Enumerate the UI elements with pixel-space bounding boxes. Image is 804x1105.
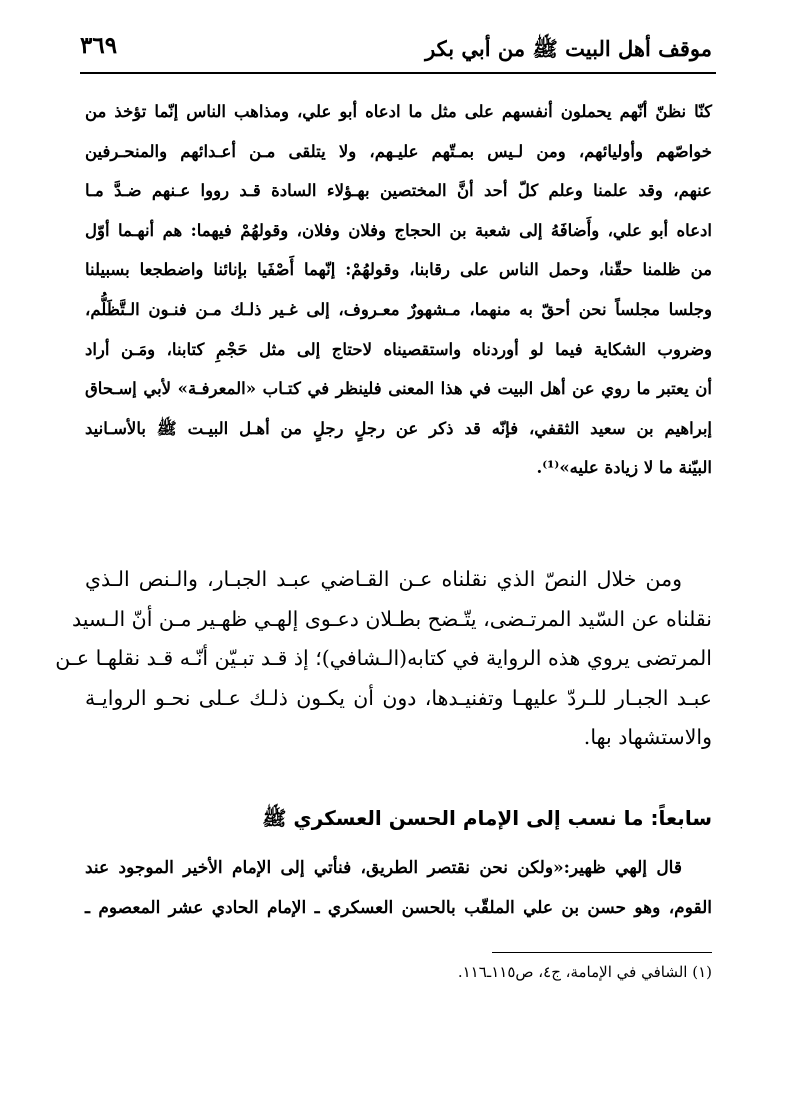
body-line: المرتضى يروي هذه الرواية في كتابه(الـشافي)؛ إذ قـد تبـيّن أنّـه قـد نقلهـا عـن — [55, 646, 712, 670]
body-line: ومن خلال النصّ الذي نقلناه عـن القـاضي عبـد الجبـار، والـنص الـذي — [85, 567, 682, 591]
section-paragraph — [85, 848, 712, 928]
header-title: موقف أهل البيت ﷺ من أبي بكر — [425, 36, 712, 61]
body-line: عبـد الجبـار للـردّ عليهـا وتفنيـدها، دون أن يكـون ذلـك عـلى نحـو الروايـة — [85, 685, 712, 710]
running-header — [80, 30, 712, 70]
quote-line: وجلسا مجلساً نحن أحقّ به منهما، مـشهورٌ معـروف، إلى غـير ذلـك مـن فنـون الـتَّظَلُّم، — [85, 299, 712, 319]
quote-line: كنّا نظنّ أنّهم يحملون أنفسهم على مثل ما ادعاه أبو علي، ومذاهب الناس إنّما تؤخذ من — [85, 102, 712, 121]
section-line: قال إلهي ظهير:«ولكن نحن نقتصر الطريق، فنأتي إلى الإمام الأخير الموجود عند — [85, 858, 682, 878]
header-rule — [80, 72, 716, 74]
quote-line: البيّنة ما لا زيادة عليه»⁽¹⁾. — [536, 458, 712, 478]
quote-line: ادعاه أبو علي، وأَضافَهُ إلى شعبة بن الحجاج وفلان وفلان، وقولهُمْ فيهما: هم أنهـما أوّل — [85, 220, 712, 240]
quoted-passage — [85, 92, 712, 488]
body-line: والاستشهاد بها. — [583, 725, 712, 749]
quote-line: عنهم، وقد علمنا وعلم كلّ أحد أنَّ المختصين بهـؤلاء السادة قـد رووا عـنهم ضـدَّ مـا — [85, 181, 712, 201]
footnote: (١) الشافي في الإمامة، ج٤، ص١١٥ـ١١٦. — [457, 963, 712, 981]
section-line: القوم، وهو حسن بن علي الملقّب بالحسن العسكري ـ الإمام الحادي عشر المعصوم ـ — [85, 898, 712, 918]
body-line: نقلناه عن السّيد المرتـضى، يتّـضح بطـلان دعـوى إلهـي ظهـير مـن أنّ الـسيد — [71, 606, 712, 631]
quote-line: وضروب الشكاية فيما لو أوردناه واستقصيناه لاحتاج إلى مثل حَجْمِ كتابنا، ومَـن أراد — [85, 339, 712, 359]
footnote-rule — [492, 952, 712, 953]
section-heading: سابعاً: ما نسب إلى الإمام الحسن العسكري ﷺ — [262, 806, 712, 830]
quote-line: خواصّهم وأوليائهم، ومن لـيس بمـتّهم عليـهم، ولا يتلقى مـن أعـدائهم والمنحـرفين — [85, 141, 712, 161]
quote-line: من ظلمنا حقّنا، وحمل الناس على رقابنا، وقولهُمْ: إنّهما أَصْفَيا بإنائنا واضطجعا بسبيلنا — [85, 260, 712, 280]
quote-line: أن يعتبر ما روي عن أهل البيت في هذا المعنى فلينظر في كتـاب «المعرفـة» لأبي إسـحاق — [85, 379, 712, 399]
quote-line: إبراهيم بن سعيد الثقفي، فإنّه قد ذكر عن رجلٍ رجلٍ من أهـل البيـت ﷺ بالأسـانيد — [85, 418, 712, 438]
body-paragraph — [55, 560, 712, 758]
page-number: ٣٦٩ — [80, 32, 118, 59]
